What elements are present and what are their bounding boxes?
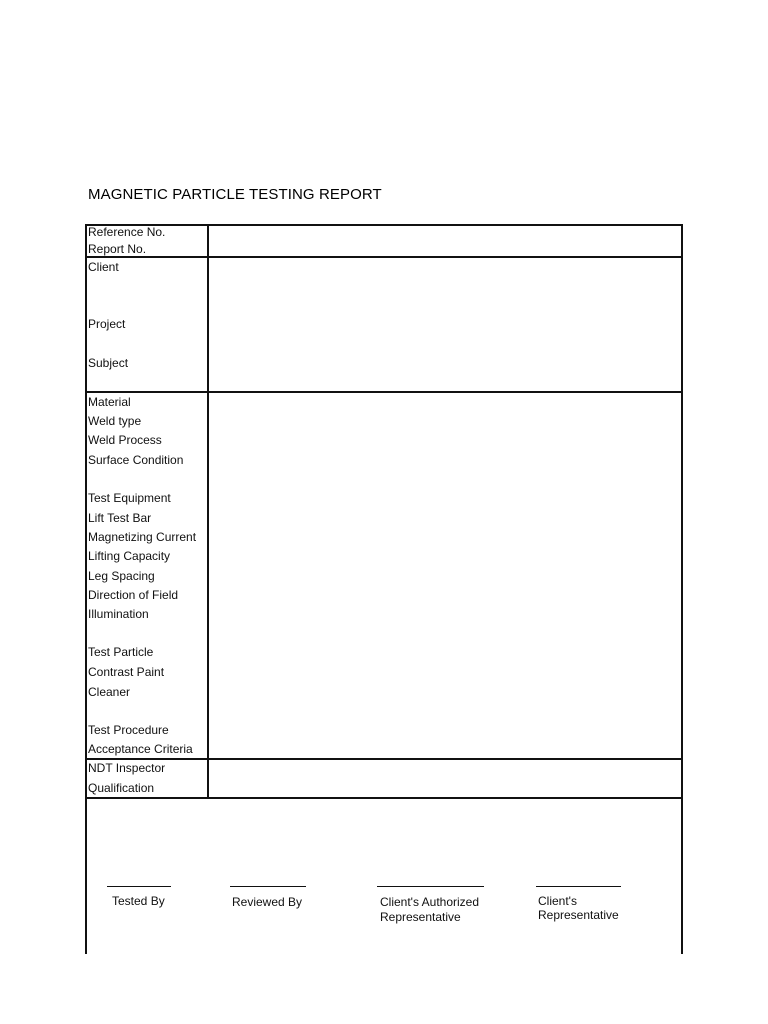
table-border-left bbox=[85, 224, 87, 954]
table-border-top bbox=[85, 224, 683, 226]
reference-no-label: Reference No. bbox=[88, 225, 166, 239]
ndt-inspector-label: NDT Inspector bbox=[88, 761, 166, 775]
weld-process-label: Weld Process bbox=[88, 433, 162, 447]
client-rep-label-line1: Client's bbox=[538, 894, 577, 908]
report-table bbox=[85, 224, 683, 954]
illumination-label: Illumination bbox=[88, 607, 149, 621]
contrast-paint-label: Contrast Paint bbox=[88, 665, 165, 679]
row-divider bbox=[85, 391, 683, 393]
material-label: Material bbox=[88, 395, 131, 409]
direction-of-field-label: Direction of Field bbox=[88, 588, 179, 602]
lifting-capacity-label: Lifting Capacity bbox=[88, 549, 171, 563]
report-title: MAGNETIC PARTICLE TESTING REPORT bbox=[88, 186, 382, 203]
row-divider bbox=[85, 758, 683, 760]
tested-by-signature-line bbox=[107, 886, 171, 887]
reviewed-by-label: Reviewed By bbox=[232, 895, 303, 909]
project-label: Project bbox=[88, 317, 126, 331]
row-divider bbox=[85, 256, 683, 258]
client-rep-signature-line bbox=[536, 886, 621, 887]
client-authorized-signature-line bbox=[377, 886, 484, 887]
lift-test-bar-label: Lift Test Bar bbox=[88, 511, 152, 525]
table-border-right bbox=[681, 224, 683, 954]
qualification-label: Qualification bbox=[88, 781, 155, 795]
client-rep-label-line2: Representative bbox=[538, 908, 619, 922]
client-authorized-label-line1: Client's Authorized bbox=[380, 895, 480, 909]
reviewed-by-signature-line bbox=[230, 886, 306, 887]
surface-condition-label: Surface Condition bbox=[88, 453, 184, 467]
test-equipment-label: Test Equipment bbox=[88, 491, 171, 505]
client-authorized-label-line2: Representative bbox=[380, 910, 461, 924]
magnetizing-current-label: Magnetizing Current bbox=[88, 530, 197, 544]
test-particle-label: Test Particle bbox=[88, 645, 154, 659]
row-divider bbox=[85, 797, 683, 799]
leg-spacing-label: Leg Spacing bbox=[88, 569, 155, 583]
column-divider bbox=[207, 224, 209, 799]
test-procedure-label: Test Procedure bbox=[88, 723, 169, 737]
tested-by-label: Tested By bbox=[112, 894, 165, 908]
weld-type-label: Weld type bbox=[88, 414, 142, 428]
acceptance-criteria-label: Acceptance Criteria bbox=[88, 742, 193, 756]
subject-label: Subject bbox=[88, 356, 129, 370]
report-no-label: Report No. bbox=[88, 242, 147, 256]
cleaner-label: Cleaner bbox=[88, 685, 131, 699]
client-label: Client bbox=[88, 260, 119, 274]
